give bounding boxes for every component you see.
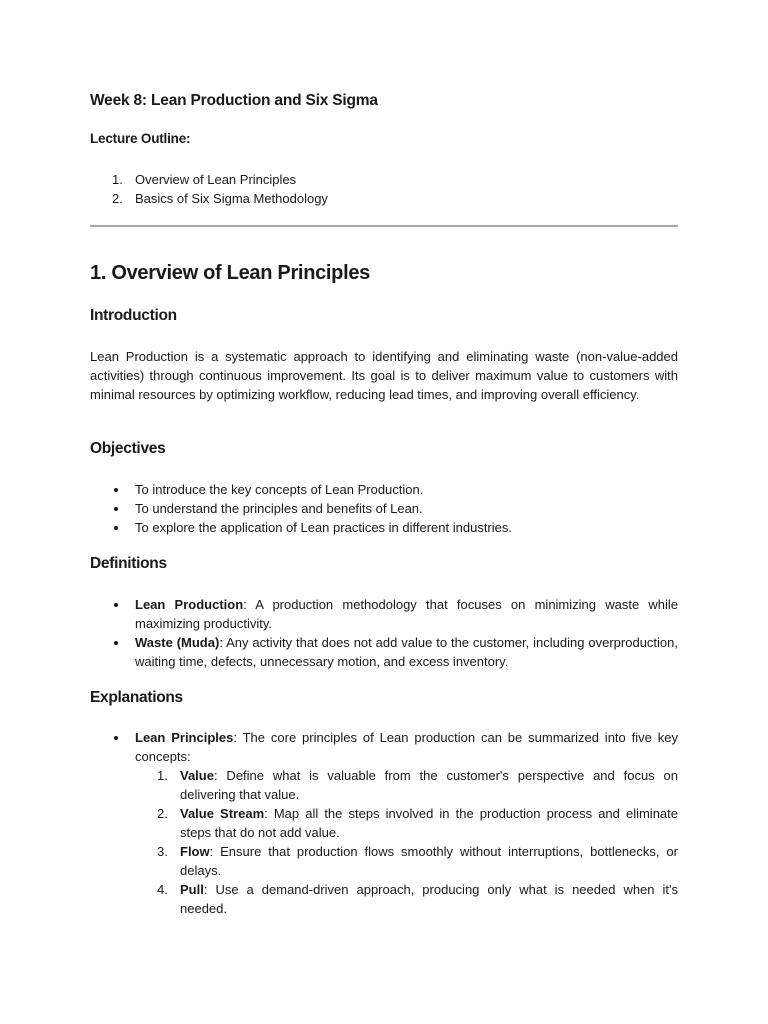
principle-term: Value bbox=[180, 768, 214, 783]
horizontal-divider bbox=[90, 225, 678, 227]
definition-text: : Any activity that does not add value to the customer, including overproduction, waiting time, defects, unnecessary motion, and excess inventory. bbox=[135, 635, 678, 669]
lecture-outline-list bbox=[90, 170, 328, 208]
outline-item-text: Basics of Six Sigma Methodology bbox=[135, 191, 328, 206]
explanation-term: Lean Principles bbox=[135, 730, 234, 745]
section-title: 1. Overview of Lean Principles bbox=[90, 262, 371, 284]
principle-item bbox=[135, 804, 678, 842]
explanation-item bbox=[90, 728, 678, 918]
lecture-outline-heading: Lecture Outline: bbox=[90, 131, 191, 146]
explanations-heading: Explanations bbox=[90, 689, 183, 706]
lean-principles-list bbox=[135, 766, 678, 918]
principle-text: : Map all the steps involved in the production process and eliminate steps that do not add value. bbox=[180, 806, 678, 840]
principle-item bbox=[135, 766, 678, 804]
objective-item: To introduce the key concepts of Lean Production. bbox=[90, 480, 678, 499]
outline-item-text: Overview of Lean Principles bbox=[135, 172, 297, 187]
explanation-text: : The core principles of Lean production can be summarized into five key concepts: bbox=[135, 730, 678, 764]
principle-term: Pull bbox=[180, 882, 204, 897]
principle-number: 4. bbox=[157, 882, 168, 897]
definitions-list bbox=[90, 595, 678, 671]
principle-text: : Define what is valuable from the customer's perspective and focus on delivering that value. bbox=[180, 768, 678, 802]
principle-item bbox=[135, 880, 678, 918]
objectives-heading: Objectives bbox=[90, 440, 166, 457]
objective-item: To understand the principles and benefits of Lean. bbox=[90, 499, 678, 518]
principle-text: : Use a demand-driven approach, producing only what is needed when it's needed. bbox=[180, 882, 678, 916]
definition-term: Lean Production bbox=[135, 597, 244, 612]
principle-text: : Ensure that production flows smoothly without interruptions, bottlenecks, or delays. bbox=[180, 844, 678, 878]
definition-term: Waste (Muda) bbox=[135, 635, 220, 650]
principle-term: Flow bbox=[180, 844, 210, 859]
principle-item bbox=[135, 842, 678, 880]
outline-item-number: 1. bbox=[112, 172, 123, 187]
outline-item-number: 2. bbox=[112, 191, 123, 206]
definition-item bbox=[90, 595, 678, 633]
introduction-paragraph: Lean Production is a systematic approach to identifying and eliminating waste (non-value-added activities) through continuous improvement. Its goal is to deliver maximum value to customers with minimal resources by optimizing workflow, reducing lead times, and improving overall efficiency. bbox=[90, 349, 678, 402]
outline-item bbox=[90, 189, 328, 208]
definitions-heading: Definitions bbox=[90, 555, 167, 572]
objective-item: To explore the application of Lean practices in different industries. bbox=[90, 518, 678, 537]
introduction-heading: Introduction bbox=[90, 307, 177, 324]
definition-item bbox=[90, 633, 678, 671]
principle-term: Value Stream bbox=[180, 806, 265, 821]
outline-item bbox=[90, 170, 328, 189]
definition-text: : A production methodology that focuses on minimizing waste while maximizing productivity. bbox=[135, 597, 679, 631]
document-title: Week 8: Lean Production and Six Sigma bbox=[90, 92, 378, 109]
principle-number: 2. bbox=[157, 806, 168, 821]
explanations-list bbox=[90, 728, 678, 918]
principle-number: 1. bbox=[157, 768, 168, 783]
objectives-list bbox=[90, 480, 678, 537]
principle-number: 3. bbox=[157, 844, 168, 859]
